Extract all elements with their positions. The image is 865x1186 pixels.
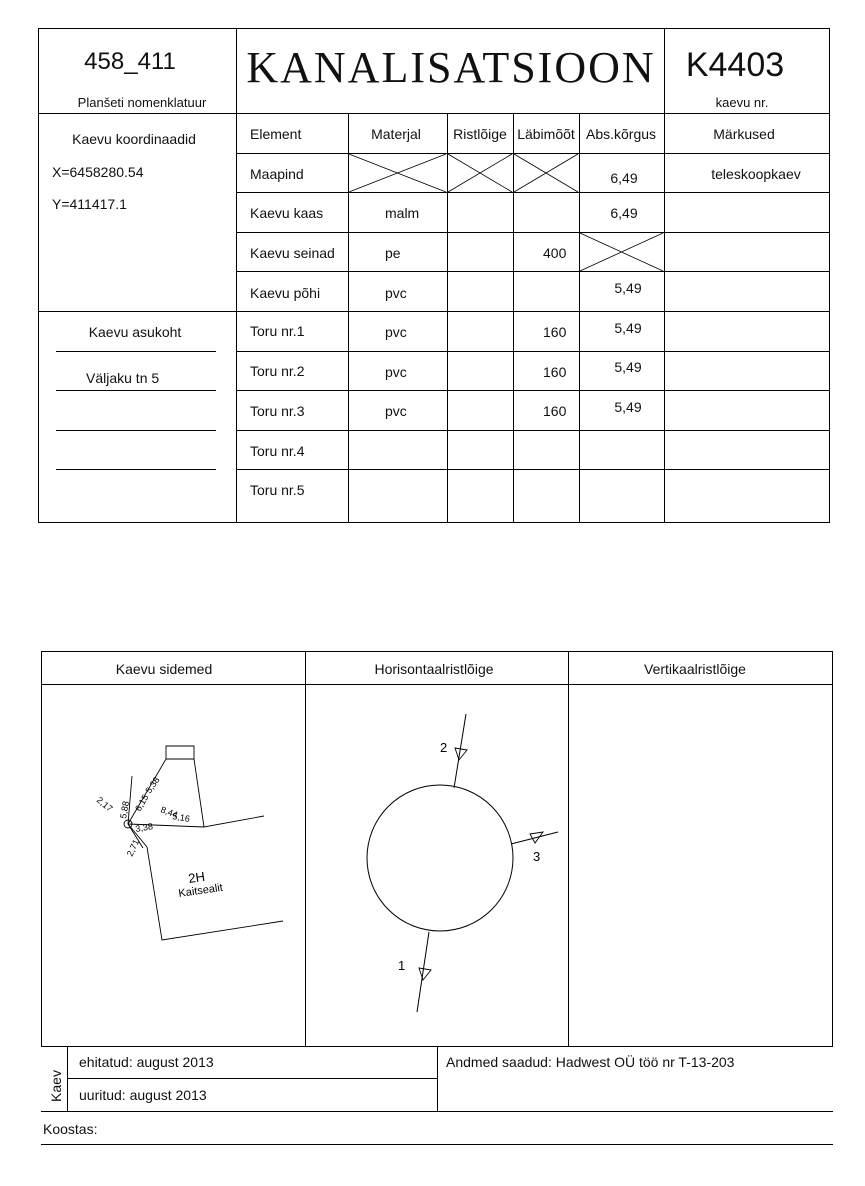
horizontal-section — [305, 686, 568, 1046]
section-links-title: Kaevu sidemed — [115, 661, 213, 677]
table-row-element: Toru nr.2 — [250, 363, 305, 379]
built-date: ehitatud: august 2013 — [79, 1054, 214, 1070]
table-row-elevation: 5,49 — [614, 399, 642, 415]
col-header-diameter: Läbimõõt — [517, 126, 575, 142]
col-header-elevation: Abs.kõrgus — [585, 126, 657, 142]
dim-label: 5,88 — [118, 800, 132, 820]
table-row-elevation: 5,49 — [614, 359, 642, 375]
sheet-label: Planšeti nomenklatuur — [77, 95, 207, 110]
dim-label: 5,16 — [171, 811, 191, 825]
dim-label: 8,44 — [159, 804, 180, 820]
table-row-element: Kaevu põhi — [250, 285, 321, 301]
table-row-material: malm — [385, 205, 420, 221]
table-row-diameter: 400 — [543, 245, 567, 261]
table-row-element: Maapind — [250, 166, 304, 182]
survey-date: uuritud: august 2013 — [79, 1087, 207, 1103]
table-row-elevation: 6,49 — [610, 170, 638, 186]
table-row-material: pvc — [385, 324, 407, 340]
col-header-element: Element — [250, 126, 302, 142]
author-label: Koostas: — [43, 1121, 98, 1137]
col-header-notes: Märkused — [713, 126, 775, 142]
table-row-element: Toru nr.4 — [250, 443, 305, 459]
dim-label: 6,15 — [133, 792, 151, 813]
table-row-diameter: 160 — [543, 403, 567, 419]
table-row-element: Toru nr.1 — [250, 323, 305, 339]
table-row-elevation: 5,49 — [614, 280, 642, 296]
table-row-elevation: 6,49 — [610, 205, 638, 221]
building-type: Kaitsealit — [177, 881, 224, 900]
data-source: Andmed saadud: Hadwest OÜ töö nr T-13-203 — [446, 1054, 735, 1070]
table-row-material: pvc — [385, 403, 407, 419]
location-heading: Kaevu asukoht — [88, 324, 182, 340]
table-row-elevation: 5,49 — [614, 320, 642, 336]
site-sketch — [0, 686, 305, 1046]
pipe-label-2: 2 — [440, 740, 448, 755]
table-row-material: pe — [385, 245, 401, 261]
dim-label: 5,38 — [143, 775, 162, 796]
section-vertical-title: Vertikaalristlõige — [644, 661, 746, 677]
dim-label: 2,17 — [94, 794, 115, 814]
side-label: Kaev — [47, 1070, 64, 1102]
dim-label: 2,71 — [124, 837, 142, 858]
well-label: kaevu nr. — [715, 95, 769, 110]
dim-label: 3,38 — [134, 821, 154, 834]
table-row-element: Toru nr.3 — [250, 403, 305, 419]
table-row-material: pvc — [385, 285, 407, 301]
coordinates-heading: Kaevu koordinaadid — [72, 131, 196, 147]
col-header-section: Ristlõige — [453, 126, 507, 142]
pipe-label-3: 3 — [533, 849, 541, 864]
section-horizontal-title: Horisontaalristlõige — [374, 661, 494, 677]
table-row-diameter: 160 — [543, 324, 567, 340]
building-code: 2H — [187, 868, 206, 886]
sheet-code: 458_411 — [84, 48, 176, 75]
page-title: KANALISATSIOON — [246, 43, 656, 92]
coordinate-y: Y=411417.1 — [52, 196, 127, 212]
coordinate-x: X=6458280.54 — [52, 164, 144, 180]
table-row-notes: teleskoopkaev — [711, 166, 801, 182]
col-header-material: Materjal — [371, 126, 421, 142]
location-address: Väljaku tn 5 — [86, 370, 160, 386]
table-row-material: pvc — [385, 364, 407, 380]
table-row-element: Kaevu kaas — [250, 205, 324, 221]
well-id: K4403 — [685, 46, 785, 84]
pipe-label-1: 1 — [398, 958, 406, 973]
table-row-element: Kaevu seinad — [250, 245, 335, 261]
table-row-element: Toru nr.5 — [250, 482, 305, 498]
table-row-diameter: 160 — [543, 364, 567, 380]
